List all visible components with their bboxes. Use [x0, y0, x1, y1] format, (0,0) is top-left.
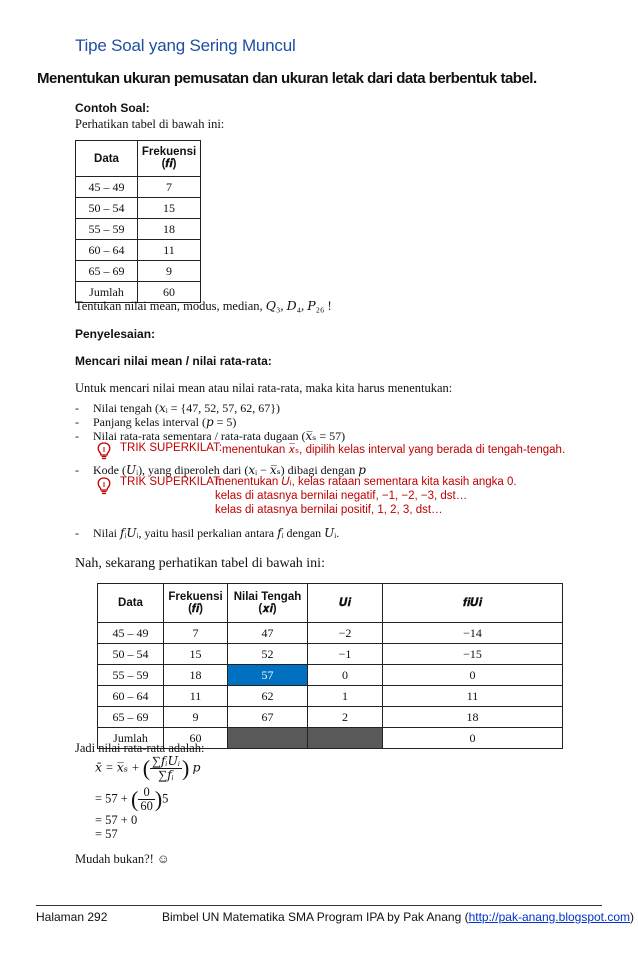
cell-data: 50 – 54	[98, 644, 164, 665]
cell-code: −2	[308, 623, 383, 644]
cell-data: 65 – 69	[98, 707, 164, 728]
cell-code: 1	[308, 686, 383, 707]
table-row	[76, 261, 201, 282]
list-item-text: Nilai 𝑓ᵢ𝑈ᵢ, yaitu hasil perkalian antara 𝑓ᵢ dengan 𝑈ᵢ.	[93, 526, 340, 540]
frequency-table	[75, 140, 201, 303]
cell-code: 0	[308, 665, 383, 686]
col-header-midpoint-label: Nilai Tengah	[233, 590, 302, 603]
list-item-text: Nilai rata-rata sementara / rata-rata dugaan (𝑥̅ₛ = 57)	[93, 429, 346, 443]
list-item: - Nilai rata-rata sementara / rata-rata dugaan (𝑥̅ₛ = 57)	[75, 429, 346, 443]
question-text: Tentukan nilai mean, modus, median, 𝑄₃, 𝐷₄, 𝑃₂₆ !	[75, 299, 332, 313]
footer-book-title: Bimbel UN Matematika SMA Program IPA by Pak Anang (	[162, 910, 469, 924]
col-header-frequency	[138, 141, 201, 177]
mean-formula: 𝑥̄ = 𝑥̅ₛ + ( $\frac{\text{∑𝑓ᵢ𝑈ᵢ}}{\text{∑𝑓ᵢ}}$ ) 𝑝	[95, 754, 201, 782]
table-row	[98, 644, 563, 665]
list-item-text: Nilai tengah (𝑥ᵢ = {47, 52, 57, 62, 67})	[93, 401, 280, 415]
cell-fu: −14	[383, 623, 563, 644]
table-row	[98, 665, 563, 686]
cell-frequency: 15	[164, 644, 228, 665]
table-row	[98, 623, 563, 644]
cell-data: Jumlah	[76, 282, 138, 303]
formula-fraction	[150, 755, 182, 782]
result-intro: Jadi nilai rata-rata adalah:	[75, 741, 205, 755]
list-item-text: Panjang kelas interval (𝑝 = 5)	[93, 415, 237, 429]
col-header-code: 𝑼𝒊	[308, 584, 383, 623]
col-header-fu: 𝒇𝒊𝑼𝒊	[383, 584, 563, 623]
cell-data: 55 – 59	[98, 665, 164, 686]
cell-data: 65 – 69	[76, 261, 138, 282]
cell-midpoint: 62	[228, 686, 308, 707]
main-heading: Menentukan ukuran pemusatan dan ukuran letak dari data berbentuk tabel.	[37, 70, 537, 87]
cell-frequency: 7	[164, 623, 228, 644]
formula-step3: = 57	[95, 827, 118, 841]
trick-label: TRIK SUPERKILAT:	[120, 442, 223, 454]
trick-text: menentukan 𝑥̅ₛ, dipilih kelas interval yang berada di tengah-tengah.	[222, 444, 566, 456]
footer-close-paren: )	[630, 910, 635, 924]
list-item: - Kode (𝑈ᵢ), yang diperoleh dari (𝑥ᵢ − 𝑥̅ₛ) dibagi dengan 𝑝	[75, 463, 366, 477]
footer-credit	[162, 910, 634, 924]
table2-intro: Nah, sekarang perhatikan tabel di bawah ini:	[75, 556, 325, 571]
list-item: - Nilai tengah (𝑥ᵢ = {47, 52, 57, 62, 67})	[75, 401, 280, 415]
col-header-midpoint-symbol: (𝒙𝒊)	[258, 602, 277, 615]
col-header-frequency-label: Frekuensi	[141, 146, 197, 158]
cell-midpoint: 67	[228, 707, 308, 728]
formula-p: 𝑝	[192, 760, 201, 775]
footer-link[interactable]: http://pak-anang.blogspot.com	[468, 910, 631, 924]
cell-data: 50 – 54	[76, 198, 138, 219]
table-row	[98, 707, 563, 728]
table-row	[76, 198, 201, 219]
cell-frequency: 9	[138, 261, 201, 282]
cell-data: 55 – 59	[76, 219, 138, 240]
col-header-frequency-symbol: (𝒇𝒊)	[188, 602, 203, 615]
cell-data: 60 – 64	[98, 686, 164, 707]
cell-frequency: 18	[138, 219, 201, 240]
cell-midpoint: 52	[228, 644, 308, 665]
step1-suffix: 5	[162, 791, 169, 806]
trick-text: menentukan 𝑈ᵢ, kelas rataan sementara kita kasih angka 0.	[215, 476, 517, 488]
step1-denominator: 60	[140, 799, 153, 813]
footer-page-number: Halaman 292	[36, 910, 108, 924]
list-item: - Panjang kelas interval (𝑝 = 5)	[75, 415, 237, 429]
calculation-table	[97, 583, 563, 749]
col-header-frequency	[164, 584, 228, 623]
col-header-midpoint	[228, 584, 308, 623]
cell-fu: 11	[383, 686, 563, 707]
formula-step1: = 57 + ( $\frac{0}{60}$ )5	[95, 785, 169, 813]
trick-text: kelas di atasnya bernilai negatif, −1, −2, −3, dst…	[215, 490, 468, 502]
cell-data: Jumlah	[98, 728, 164, 749]
cell-fu: 0	[383, 728, 563, 749]
cell-fu: 18	[383, 707, 563, 728]
trick-text: kelas di atasnya bernilai positif, 1, 2, 3, dst…	[215, 504, 443, 516]
cell-empty	[228, 728, 308, 749]
cell-data: 45 – 49	[76, 177, 138, 198]
col-header-frequency-label: Frekuensi	[168, 590, 223, 603]
cell-frequency: 60	[138, 282, 201, 303]
formula-step2: = 57 + 0	[95, 813, 138, 827]
mean-label: Mencari nilai mean / nilai rata-rata:	[75, 354, 272, 368]
cell-frequency: 60	[164, 728, 228, 749]
mean-intro: Untuk mencari nilai mean atau nilai rata-rata, maka kita harus menentukan:	[75, 381, 453, 395]
cell-frequency: 18	[164, 665, 228, 686]
step1-numerator: 0	[138, 786, 155, 800]
footer-divider	[36, 905, 602, 906]
col-header-frequency-symbol: (𝒇𝒊)	[161, 158, 177, 170]
col-header-data: Data	[98, 584, 164, 623]
lightbulb-icon	[95, 476, 113, 496]
cell-code: 2	[308, 707, 383, 728]
cell-frequency: 7	[138, 177, 201, 198]
solution-label: Penyelesaian:	[75, 327, 156, 341]
cell-code: −1	[308, 644, 383, 665]
cell-frequency: 11	[138, 240, 201, 261]
table-row	[76, 240, 201, 261]
trick-label: TRIK SUPERKILAT:	[120, 476, 223, 488]
col-header-data: Data	[76, 141, 138, 177]
cell-fu: −15	[383, 644, 563, 665]
table-row	[98, 686, 563, 707]
cell-data: 60 – 64	[76, 240, 138, 261]
cell-frequency: 9	[164, 707, 228, 728]
list-item-text: Kode (𝑈ᵢ), yang diperoleh dari (𝑥ᵢ − 𝑥̅ₛ) dibagi dengan 𝑝	[93, 463, 366, 477]
cell-midpoint-highlighted: 57	[228, 665, 308, 686]
step1-fraction	[138, 786, 155, 813]
formula-denominator: ∑𝑓ᵢ	[158, 768, 174, 782]
step1-prefix: = 57 +	[95, 791, 128, 806]
formula-lhs: 𝑥̄ = 𝑥̅ₛ +	[95, 760, 140, 775]
cell-empty	[308, 728, 383, 749]
cell-midpoint: 47	[228, 623, 308, 644]
closing-text: Mudah bukan?! ☺	[75, 852, 170, 866]
example-label: Contoh Soal:	[75, 101, 150, 115]
cell-frequency: 11	[164, 686, 228, 707]
cell-fu: 0	[383, 665, 563, 686]
list-item: - Nilai 𝑓ᵢ𝑈ᵢ, yaitu hasil perkalian antara 𝑓ᵢ dengan 𝑈ᵢ.	[75, 526, 340, 540]
table-row	[76, 219, 201, 240]
table-row	[76, 177, 201, 198]
formula-numerator: ∑𝑓ᵢ𝑈ᵢ	[152, 754, 181, 768]
cell-data: 45 – 49	[98, 623, 164, 644]
cell-frequency: 15	[138, 198, 201, 219]
example-intro: Perhatikan tabel di bawah ini:	[75, 117, 225, 131]
section-title: Tipe Soal yang Sering Muncul	[75, 36, 296, 55]
lightbulb-icon	[95, 441, 113, 461]
